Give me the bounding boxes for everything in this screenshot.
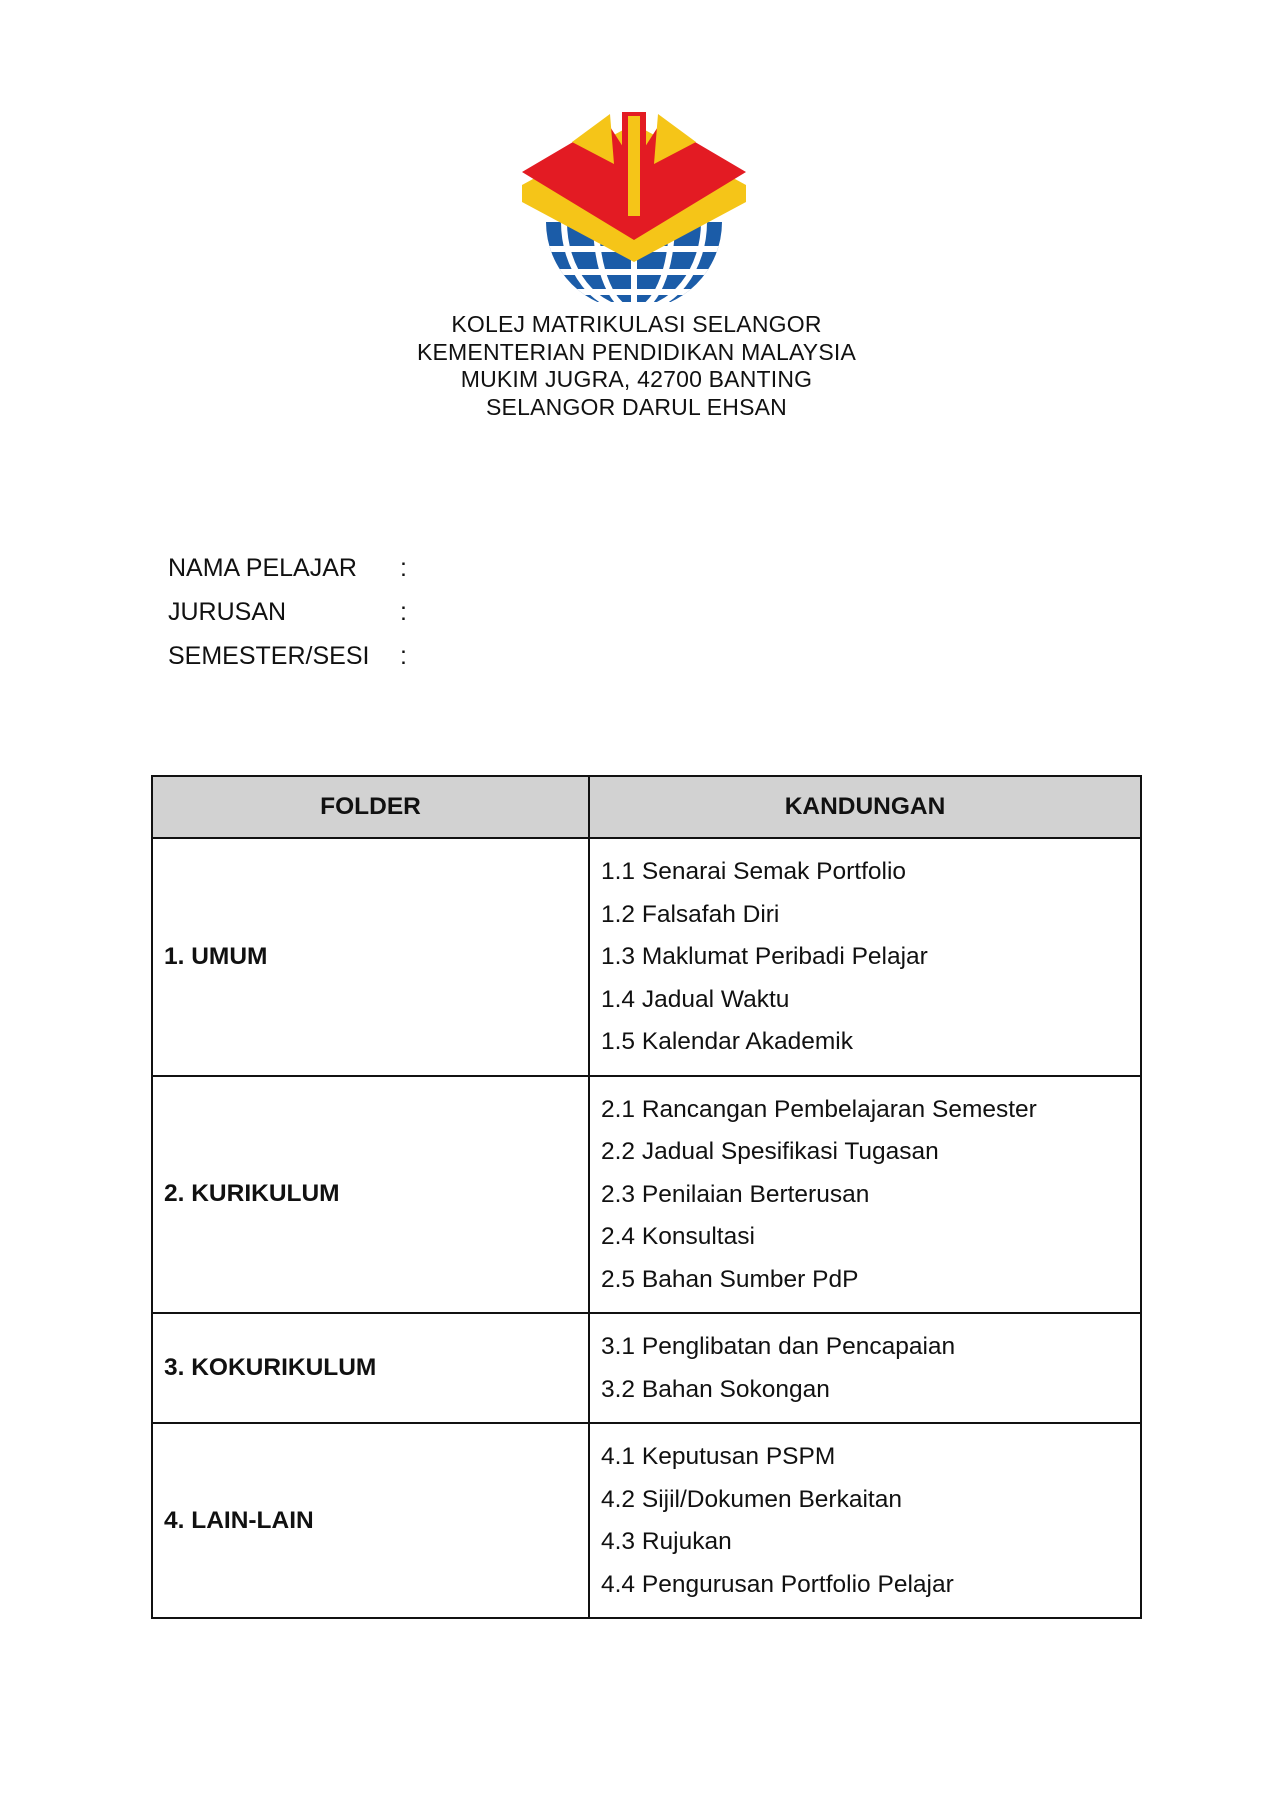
table-header-row: [152, 776, 1141, 838]
content-item: 1.4 Jadual Waktu: [601, 985, 790, 1013]
content-item: 2.5 Bahan Sumber PdP: [601, 1265, 859, 1293]
header-line: SELANGOR DARUL EHSAN: [486, 393, 787, 420]
portfolio-folder-table: [151, 775, 1142, 1619]
content-item: 4.2 Sijil/Dokumen Berkaitan: [601, 1485, 902, 1513]
content-item: 4.1 Keputusan PSPM: [601, 1443, 836, 1470]
content-item: 3.1 Penglibatan dan Pencapaian: [601, 1333, 956, 1360]
header-line: KEMENTERIAN PENDIDIKAN MALAYSIA: [416, 338, 857, 365]
field-colon: :: [400, 642, 407, 670]
content-item: 2.1 Rancangan Pembelajaran Semester: [601, 1095, 1037, 1123]
folder-contents: [589, 1423, 1141, 1618]
folder-name: 4. LAIN-LAIN: [152, 1423, 589, 1618]
folder-name: 3. KOKURIKULUM: [152, 1313, 589, 1423]
folder-name: 1. UMUM: [152, 838, 589, 1076]
folder-contents: [589, 1313, 1141, 1423]
field-label: NAMA PELAJAR: [168, 554, 357, 582]
content-item: 4.4 Pengurusan Portfolio Pelajar: [601, 1570, 954, 1598]
content-item: 1.5 Kalendar Akademik: [601, 1028, 853, 1055]
field-label: SEMESTER/SESI: [168, 642, 370, 670]
table-row: [152, 1313, 1141, 1423]
column-header-kandungan: KANDUNGAN: [589, 776, 1141, 838]
college-logo: [522, 112, 746, 302]
content-item: 2.2 Jadual Spesifikasi Tugasan: [601, 1138, 939, 1165]
field-label: JURUSAN: [168, 598, 287, 626]
content-item: 1.3 Maklumat Peribadi Pelajar: [601, 943, 928, 970]
table-row: [152, 1076, 1141, 1314]
header-line: KOLEJ MATRIKULASI SELANGOR: [451, 311, 822, 337]
field-colon: :: [400, 598, 407, 626]
content-item: 2.4 Konsultasi: [601, 1223, 755, 1250]
field-colon: :: [400, 554, 407, 582]
content-item: 1.2 Falsafah Diri: [601, 900, 780, 928]
column-header-folder: FOLDER: [152, 776, 589, 838]
institution-header: [0, 311, 1273, 421]
folder-contents: [589, 838, 1141, 1076]
content-item: 2.3 Penilaian Berterusan: [601, 1180, 870, 1208]
content-item: 3.2 Bahan Sokongan: [601, 1375, 830, 1403]
folder-contents: [589, 1076, 1141, 1314]
folder-name: 2. KURIKULUM: [152, 1076, 589, 1314]
header-line: MUKIM JUGRA, 42700 BANTING: [460, 366, 813, 392]
table-row: [152, 1423, 1141, 1618]
content-item: 1.1 Senarai Semak Portfolio: [601, 858, 907, 885]
table-row: [152, 838, 1141, 1076]
content-item: 4.3 Rujukan: [601, 1528, 732, 1555]
